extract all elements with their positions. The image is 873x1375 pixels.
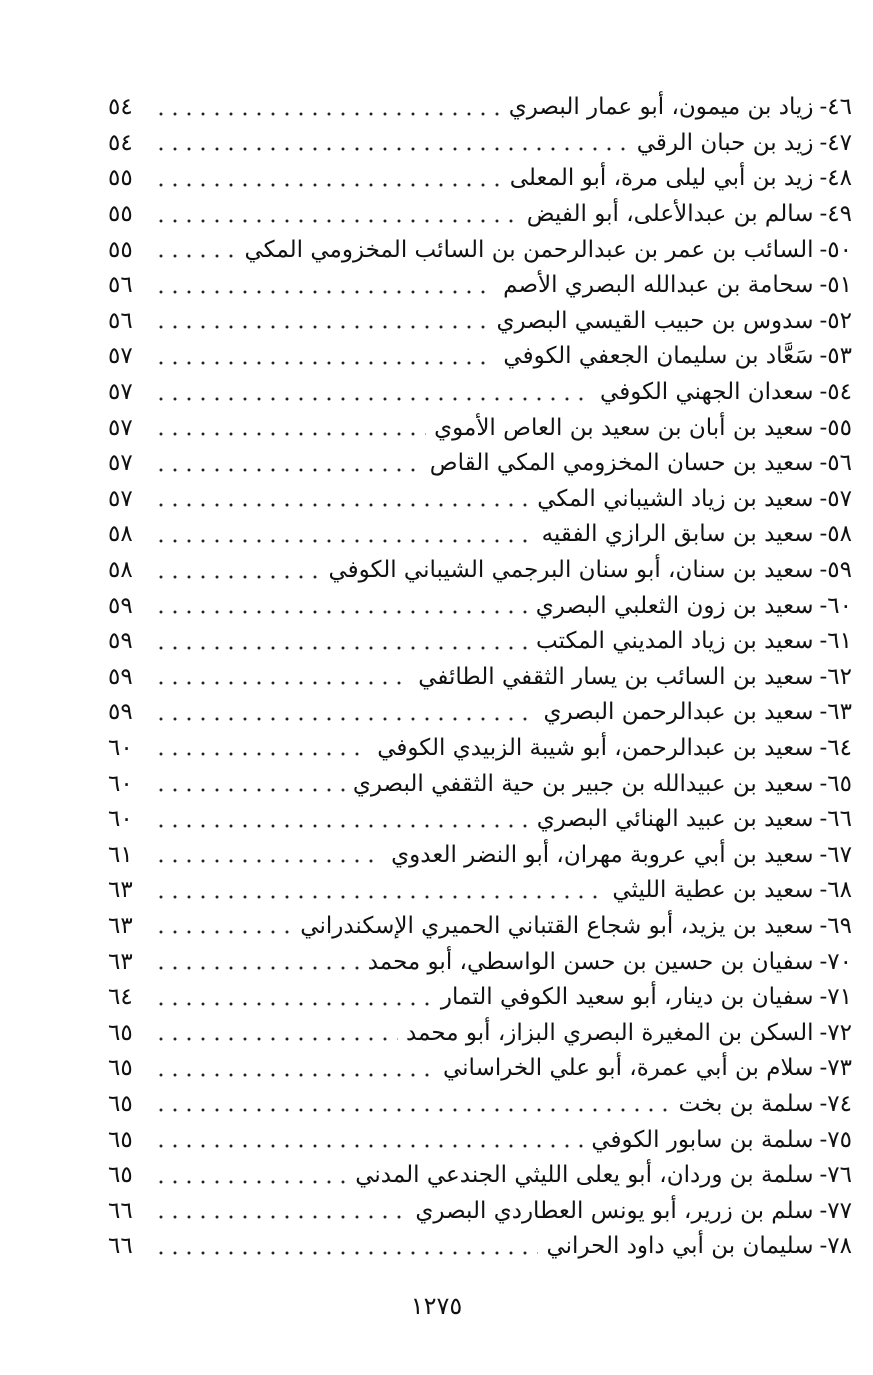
entry-title: سَعَّاد بن سليمان الجعفي الكوفي xyxy=(503,343,814,370)
entry-number: ٦٣- xyxy=(819,699,852,726)
toc-entry xyxy=(108,1015,852,1051)
entry-page-number: ٦٠ xyxy=(108,806,133,833)
dot-leader xyxy=(154,575,320,579)
entry-page-number: ٥٧ xyxy=(108,450,133,477)
entry-title: سدوس بن حبيب القيسي البصري xyxy=(496,307,814,334)
toc-entry xyxy=(108,909,852,945)
entry-title: سعيد بن السائب بن يسار الثقفي الطائفي xyxy=(418,663,814,690)
entry-number: ٦٤- xyxy=(819,734,852,761)
toc-entry xyxy=(108,232,852,268)
entry-page-number: ٥٤ xyxy=(108,94,133,121)
entry-number: ٧١- xyxy=(819,984,852,1011)
dot-leader xyxy=(154,717,535,721)
toc-entry xyxy=(108,446,852,482)
entry-title: سفيان بن دينار، أبو سعيد الكوفي التمار xyxy=(440,984,814,1011)
entry-title: زياد بن ميمون، أبو عمار البصري xyxy=(508,94,814,121)
dot-leader xyxy=(154,859,383,863)
toc-entry xyxy=(108,660,852,696)
dot-leader xyxy=(154,468,422,472)
entry-number: ٦١- xyxy=(819,628,852,655)
toc-entry xyxy=(108,695,852,731)
entry-page-number: ٦٠ xyxy=(108,734,133,761)
entry-title: سعيد بن عبدالرحمن البصري xyxy=(543,699,814,726)
entry-page-number: ٥٩ xyxy=(108,592,133,619)
toc-entry xyxy=(108,1122,852,1158)
entry-number: ٥٦- xyxy=(819,450,852,477)
dot-leader xyxy=(154,681,410,685)
toc-entry xyxy=(108,197,852,233)
toc-entry xyxy=(108,1158,852,1194)
entry-title: سعيد بن عبيد الهنائي البصري xyxy=(536,806,814,833)
entry-number: ٥١- xyxy=(819,272,852,299)
entry-number: ٧٠- xyxy=(819,948,852,975)
entry-page-number: ٦٥ xyxy=(108,1019,133,1046)
entry-title: سعيد بن سابق الرازي الفقيه xyxy=(541,521,814,548)
entry-title: سعيد بن أبان بن سعيد بن العاص الأموي xyxy=(434,414,814,441)
entry-page-number: ٦٦ xyxy=(108,1233,133,1260)
dot-leader xyxy=(154,610,528,614)
entry-page-number: ٦٦ xyxy=(108,1197,133,1224)
entry-page-number: ٦٣ xyxy=(108,912,133,939)
entry-page-number: ٥٧ xyxy=(108,485,133,512)
entry-number: ٥٨- xyxy=(819,521,852,548)
entry-title: سلمة بن وردان، أبو يعلى الليثي الجندعي المدني xyxy=(355,1162,814,1189)
entry-title: سعيد بن عطية الليثي xyxy=(612,877,814,904)
entry-title: سلام بن أبي عمرة، أبو علي الخراساني xyxy=(442,1055,814,1082)
entry-number: ٧٢- xyxy=(819,1019,852,1046)
toc-entry xyxy=(108,161,852,197)
entry-title: سعيد بن سنان، أبو سنان البرجمي الشيباني الكوفي xyxy=(328,557,814,584)
entry-page-number: ٥٦ xyxy=(108,272,133,299)
dot-leader xyxy=(154,752,369,756)
dot-leader xyxy=(154,895,604,899)
toc-entry xyxy=(108,410,852,446)
toc-entry xyxy=(108,375,852,411)
entry-number: ٥٩- xyxy=(819,557,852,584)
entry-number: ٧٧- xyxy=(819,1197,852,1224)
entry-title: سحامة بن عبدالله البصري الأصم xyxy=(503,272,814,299)
entry-page-number: ٦١ xyxy=(108,841,133,868)
table-of-contents xyxy=(108,90,852,1265)
entry-page-number: ٥٨ xyxy=(108,557,133,584)
toc-entry xyxy=(108,873,852,909)
entry-title: سعيد بن عبيدالله بن جبير بن حية الثقفي البصري xyxy=(352,770,814,797)
toc-entry xyxy=(108,624,852,660)
entry-title: سليمان بن أبي داود الحراني xyxy=(546,1233,814,1260)
toc-entry xyxy=(108,588,852,624)
entry-title: سعدان الجهني الكوفي xyxy=(600,379,814,406)
dot-leader xyxy=(154,1037,398,1041)
dot-leader xyxy=(154,966,360,970)
toc-entry xyxy=(108,1087,852,1123)
entry-number: ٦٢- xyxy=(819,663,852,690)
page-number: ١٢٧٥ xyxy=(410,1292,463,1320)
entry-number: ٥٣- xyxy=(819,343,852,370)
entry-page-number: ٥٥ xyxy=(108,201,133,228)
dot-leader xyxy=(154,1073,435,1077)
entry-title: سعيد بن حسان المخزومي المكي القاص xyxy=(429,450,814,477)
toc-entry xyxy=(108,126,852,162)
toc-entry xyxy=(108,802,852,838)
entry-page-number: ٥٥ xyxy=(108,165,133,192)
dot-leader xyxy=(154,503,529,507)
entry-page-number: ٦٥ xyxy=(108,1162,133,1189)
entry-page-number: ٥٩ xyxy=(108,628,133,655)
entry-number: ٧٤- xyxy=(819,1090,852,1117)
entry-page-number: ٥٧ xyxy=(108,379,133,406)
entry-number: ٦٧- xyxy=(819,841,852,868)
toc-entry xyxy=(108,304,852,340)
entry-page-number: ٥٧ xyxy=(108,414,133,441)
dot-leader xyxy=(154,1180,347,1184)
dot-leader xyxy=(154,290,495,294)
dot-leader xyxy=(154,930,292,934)
dot-leader xyxy=(154,397,592,401)
entry-title: سفيان بن حسين بن حسن الواسطي، أبو محمد xyxy=(367,948,814,975)
dot-leader xyxy=(154,1144,583,1148)
entry-title: سلمة بن بخت xyxy=(678,1090,814,1117)
entry-page-number: ٥٩ xyxy=(108,699,133,726)
toc-entry xyxy=(108,1193,852,1229)
dot-leader xyxy=(154,112,501,116)
entry-page-number: ٥٩ xyxy=(108,663,133,690)
entry-number: ٦٠- xyxy=(819,592,852,619)
toc-entry xyxy=(108,1229,852,1265)
toc-entry xyxy=(108,944,852,980)
toc-entry xyxy=(108,731,852,767)
entry-number: ٤٦- xyxy=(819,94,852,121)
entry-number: ٥٥- xyxy=(819,414,852,441)
dot-leader xyxy=(154,219,519,223)
dot-leader xyxy=(154,183,502,187)
entry-number: ٧٣- xyxy=(819,1055,852,1082)
entry-number: ٥٠- xyxy=(819,236,852,263)
entry-title: سلم بن زرير، أبو يونس العطاردي البصري xyxy=(415,1197,814,1224)
entry-page-number: ٦٤ xyxy=(108,984,133,1011)
entry-number: ٥٤- xyxy=(819,379,852,406)
dot-leader xyxy=(154,325,488,329)
entry-page-number: ٦٥ xyxy=(108,1090,133,1117)
entry-number: ٧٥- xyxy=(819,1126,852,1153)
dot-leader xyxy=(154,254,237,258)
entry-page-number: ٦٣ xyxy=(108,877,133,904)
dot-leader xyxy=(154,788,345,792)
entry-title: سعيد بن يزيد، أبو شجاع القتباني الحميري الإسكندراني xyxy=(300,912,814,939)
dot-leader xyxy=(154,147,629,151)
entry-title: سلمة بن سابور الكوفي xyxy=(591,1126,814,1153)
entry-title: سعيد بن عبدالرحمن، أبو شيبة الزبيدي الكوفي xyxy=(377,734,814,761)
toc-entry xyxy=(108,837,852,873)
toc-entry xyxy=(108,766,852,802)
entry-title: سعيد بن زياد المديني المكتب xyxy=(536,628,814,655)
entry-page-number: ٥٧ xyxy=(108,343,133,370)
entry-page-number: ٥٤ xyxy=(108,129,133,156)
entry-page-number: ٥٦ xyxy=(108,307,133,334)
entry-title: سعيد بن زياد الشيباني المكي xyxy=(537,485,814,512)
dot-leader xyxy=(154,432,426,436)
entry-number: ٦٩- xyxy=(819,912,852,939)
entry-title: سعيد بن أبي عروبة مهران، أبو النضر العدوي xyxy=(391,841,814,868)
dot-leader xyxy=(154,539,534,543)
entry-title: سعيد بن زون الثعلبي البصري xyxy=(535,592,814,619)
entry-title: السائب بن عمر بن عبدالرحمن بن السائب المخزومي المكي xyxy=(244,236,814,263)
dot-leader xyxy=(154,1251,538,1255)
entry-number: ٤٧- xyxy=(819,129,852,156)
toc-entry xyxy=(108,482,852,518)
dot-leader xyxy=(154,1108,671,1112)
entry-title: زيد بن حبان الرقي xyxy=(636,129,814,156)
entry-title: زيد بن أبي ليلى مرة، أبو المعلى xyxy=(509,165,814,192)
toc-entry xyxy=(108,553,852,589)
entry-number: ٦٨- xyxy=(819,877,852,904)
toc-entry xyxy=(108,339,852,375)
entry-number: ٧٦- xyxy=(819,1162,852,1189)
entry-number: ٥٧- xyxy=(819,485,852,512)
entry-page-number: ٥٨ xyxy=(108,521,133,548)
dot-leader xyxy=(154,1215,407,1219)
entry-page-number: ٦٠ xyxy=(108,770,133,797)
dot-leader xyxy=(154,361,495,365)
toc-entry xyxy=(108,980,852,1016)
entry-number: ٦٥- xyxy=(819,770,852,797)
entry-page-number: ٦٥ xyxy=(108,1126,133,1153)
entry-number: ٤٨- xyxy=(819,165,852,192)
toc-entry xyxy=(108,90,852,126)
dot-leader xyxy=(154,646,528,650)
entry-number: ٧٨- xyxy=(819,1233,852,1260)
entry-page-number: ٥٥ xyxy=(108,236,133,263)
entry-title: السكن بن المغيرة البصري البزاز، أبو محمد xyxy=(405,1019,814,1046)
toc-entry xyxy=(108,1051,852,1087)
entry-page-number: ٦٥ xyxy=(108,1055,133,1082)
toc-entry xyxy=(108,517,852,553)
toc-entry xyxy=(108,268,852,304)
dot-leader xyxy=(154,824,529,828)
entry-number: ٤٩- xyxy=(819,201,852,228)
entry-title: سالم بن عبدالأعلى، أبو الفيض xyxy=(526,201,814,228)
entry-number: ٥٢- xyxy=(819,307,852,334)
dot-leader xyxy=(154,1002,433,1006)
entry-number: ٦٦- xyxy=(819,806,852,833)
entry-page-number: ٦٣ xyxy=(108,948,133,975)
